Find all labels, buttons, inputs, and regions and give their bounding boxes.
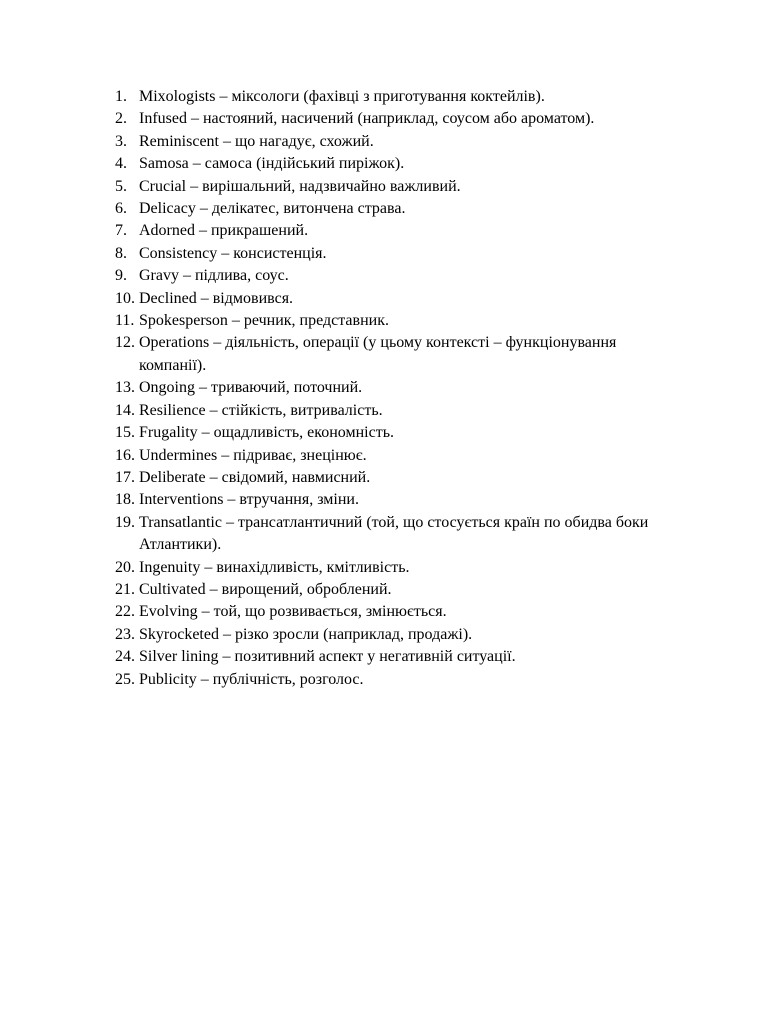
item-number: 21. (115, 580, 135, 598)
item-number: 20. (115, 558, 135, 576)
item-number: 23. (115, 625, 135, 643)
list-item (115, 467, 685, 489)
list-item (115, 220, 685, 242)
item-text: Consistency – консистенція. (139, 244, 327, 262)
item-number: 9. (115, 267, 127, 285)
list-item (115, 377, 685, 399)
item-number: 4. (115, 155, 127, 173)
item-number: 10. (115, 289, 135, 307)
item-text: Evolving – той, що розвивається, змінюється. (139, 603, 447, 621)
list-item (115, 669, 685, 691)
item-text: Cultivated – вирощений, оброблений. (139, 580, 392, 598)
item-text: Reminiscent – що нагадує, схожий. (139, 132, 374, 150)
list-item (115, 288, 685, 310)
list-item (115, 198, 685, 220)
item-number: 3. (115, 132, 127, 150)
item-number: 18. (115, 491, 135, 509)
item-text: Skyrocketed – різко зросли (наприклад, продажі). (139, 625, 473, 643)
item-number: 16. (115, 446, 135, 464)
item-text: Undermines – підриває, знецінює. (139, 446, 367, 464)
item-number: 6. (115, 200, 127, 218)
list-item (115, 422, 685, 444)
list-item (115, 153, 685, 175)
item-text: Delicacy – делікатес, витончена страва. (139, 200, 406, 218)
item-text: Spokesperson – речник, представник. (139, 312, 389, 330)
item-text: Samosa – самоса (індійський пиріжок). (139, 155, 405, 173)
list-item (115, 131, 685, 153)
item-text: Ongoing – триваючий, поточний. (139, 379, 363, 397)
item-text: Gravy – підлива, соус. (139, 267, 289, 285)
item-number: 7. (115, 222, 127, 240)
item-number: 19. (115, 513, 135, 531)
item-number: 13. (115, 379, 135, 397)
item-number: 22. (115, 603, 135, 621)
item-number: 14. (115, 401, 135, 419)
item-text: Interventions – втручання, зміни. (139, 491, 359, 509)
list-item (115, 310, 685, 332)
item-number: 1. (115, 88, 127, 105)
list-item (115, 579, 685, 601)
list-item (115, 176, 685, 198)
item-number: 25. (115, 670, 135, 688)
list-item (115, 400, 685, 422)
list-item (115, 646, 685, 668)
item-text: Ingenuity – винахідливість, кмітливість. (139, 558, 410, 576)
item-text: Resilience – стійкість, витривалість. (139, 401, 383, 419)
vocabulary-list (115, 86, 685, 691)
item-number: 2. (115, 110, 127, 128)
item-text: Declined – відмовився. (139, 289, 294, 307)
item-text: Infused – настояний, насичений (наприклад, соусом або ароматом). (139, 110, 595, 128)
item-text: Adorned – прикрашений. (139, 222, 309, 240)
list-item (115, 512, 685, 557)
item-text: Publicity – публічність, розголос. (139, 670, 364, 688)
item-text: Frugality – ощадливість, економність. (139, 424, 395, 442)
item-number: 5. (115, 177, 127, 195)
item-text: Silver lining – позитивний аспект у негативній ситуації. (139, 648, 516, 666)
item-text: Crucial – вирішальний, надзвичайно важливий. (139, 177, 461, 195)
list-item (115, 557, 685, 579)
item-text: Mixologists – міксологи (фахівці з приготування коктейлів). (139, 88, 545, 105)
list-item (115, 332, 685, 377)
item-text: Deliberate – свідомий, навмисний. (139, 468, 371, 486)
item-number: 11. (115, 312, 135, 330)
item-number: 24. (115, 648, 135, 666)
item-number: 12. (115, 334, 135, 352)
list-item (115, 108, 685, 130)
list-item (115, 265, 685, 287)
list-item (115, 489, 685, 511)
list-item (115, 86, 685, 108)
item-number: 8. (115, 244, 127, 262)
item-number: 15. (115, 424, 135, 442)
list-item (115, 445, 685, 467)
item-text: Transatlantic – трансатлантичний (той, що стосується країн по обидва боки Атлантики). (139, 513, 649, 554)
list-item (115, 624, 685, 646)
list-item (115, 243, 685, 265)
list-item (115, 601, 685, 623)
item-text: Operations – діяльність, операції (у цьому контексті – функціонування компанії). (139, 334, 617, 374)
item-number: 17. (115, 468, 135, 486)
